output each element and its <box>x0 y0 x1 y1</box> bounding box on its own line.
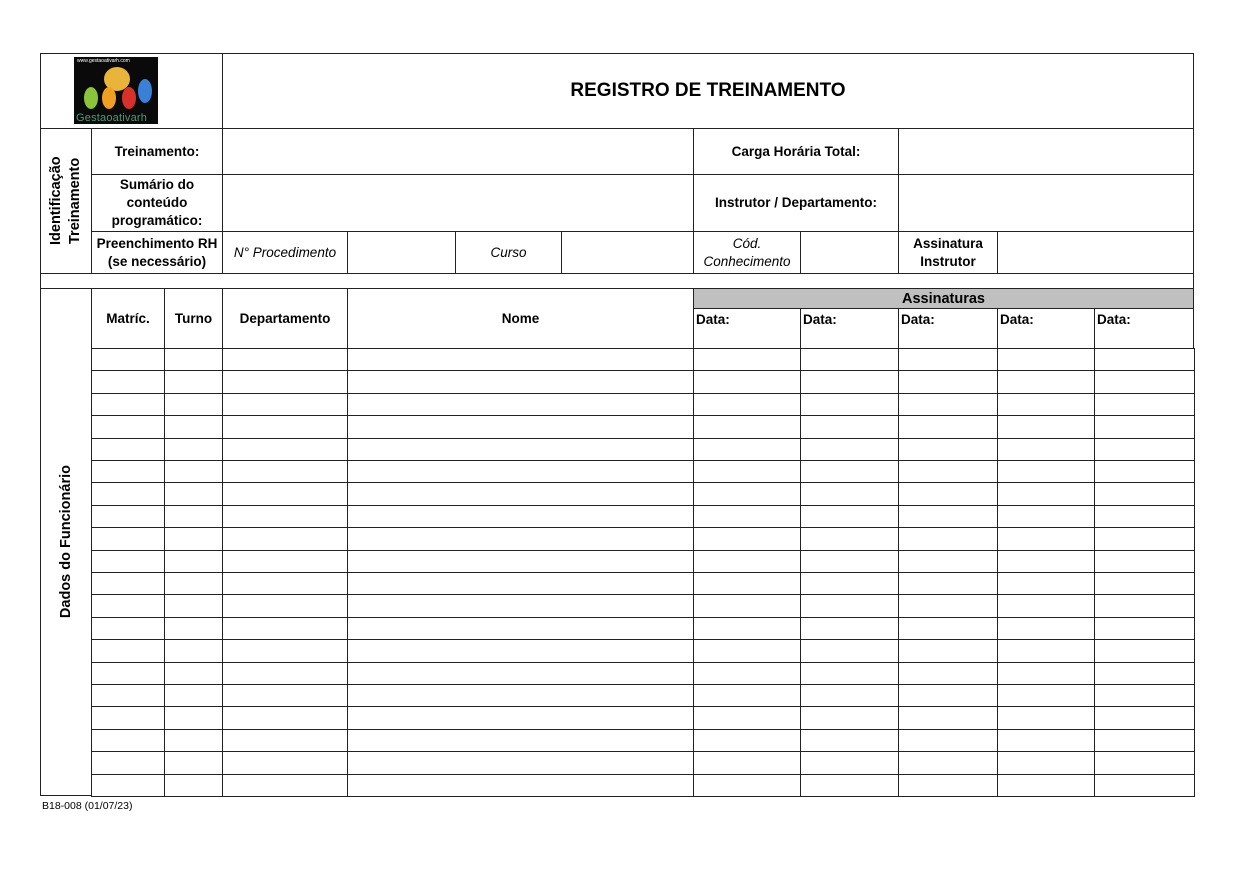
cell-assinatura-1[interactable] <box>693 550 801 573</box>
cell-assinatura-2[interactable] <box>800 729 899 752</box>
cell-assinatura-2[interactable] <box>800 460 899 483</box>
cell-assinatura-4[interactable] <box>997 438 1095 461</box>
cell-assinatura-1[interactable] <box>693 774 801 797</box>
cell-assinatura-5[interactable] <box>1094 662 1195 685</box>
cell-turno[interactable] <box>164 572 223 595</box>
cell-assinatura-3[interactable] <box>898 393 998 416</box>
cell-assinatura-4[interactable] <box>997 482 1095 505</box>
cell-assinatura-1[interactable] <box>693 684 801 707</box>
cell-nome[interactable] <box>347 662 694 685</box>
column-header-turno: Turno <box>164 288 223 349</box>
cell-nome[interactable] <box>347 639 694 662</box>
cell-assinatura-5[interactable] <box>1094 774 1195 797</box>
column-header-matricula: Matríc. <box>91 288 165 349</box>
carga-horaria-label: Carga Horária Total: <box>693 128 899 175</box>
cell-matricula[interactable] <box>91 751 165 774</box>
cell-assinatura-2[interactable] <box>800 594 899 617</box>
cell-nome[interactable] <box>347 774 694 797</box>
cell-assinatura-4[interactable] <box>997 460 1095 483</box>
cell-matricula[interactable] <box>91 572 165 595</box>
cell-assinatura-3[interactable] <box>898 617 998 640</box>
cell-turno[interactable] <box>164 774 223 797</box>
cell-assinatura-2[interactable] <box>800 706 899 729</box>
cell-assinatura-4[interactable] <box>997 348 1095 371</box>
cell-nome[interactable] <box>347 348 694 371</box>
date-header-5: Data: <box>1094 308 1194 349</box>
cell-turno[interactable] <box>164 505 223 528</box>
page-title: REGISTRO DE TREINAMENTO <box>222 53 1194 129</box>
cell-assinatura-4[interactable] <box>997 729 1095 752</box>
curso-label: Curso <box>455 231 562 274</box>
cell-assinatura-3[interactable] <box>898 550 998 573</box>
cell-assinatura-5[interactable] <box>1094 639 1195 662</box>
cell-assinatura-2[interactable] <box>800 527 899 550</box>
logo-url: www.gestaoativarh.com <box>77 58 130 64</box>
cod-conhecimento-label: Cód. Conhecimento <box>693 231 801 274</box>
cell-turno[interactable] <box>164 482 223 505</box>
cell-matricula[interactable] <box>91 393 165 416</box>
cell-assinatura-1[interactable] <box>693 482 801 505</box>
cell-assinatura-5[interactable] <box>1094 550 1195 573</box>
cell-departamento[interactable] <box>222 348 348 371</box>
cell-departamento[interactable] <box>222 729 348 752</box>
cell-assinatura-5[interactable] <box>1094 751 1195 774</box>
cell-matricula[interactable] <box>91 774 165 797</box>
cell-nome[interactable] <box>347 729 694 752</box>
cell-assinatura-2[interactable] <box>800 438 899 461</box>
cell-assinatura-1[interactable] <box>693 594 801 617</box>
cell-assinatura-1[interactable] <box>693 393 801 416</box>
cell-turno[interactable] <box>164 706 223 729</box>
cell-departamento[interactable] <box>222 639 348 662</box>
cell-assinatura-3[interactable] <box>898 594 998 617</box>
cell-assinatura-5[interactable] <box>1094 393 1195 416</box>
cell-matricula[interactable] <box>91 370 165 393</box>
cell-nome[interactable] <box>347 594 694 617</box>
cell-turno[interactable] <box>164 370 223 393</box>
cell-matricula[interactable] <box>91 348 165 371</box>
company-logo <box>74 57 158 124</box>
cell-assinatura-4[interactable] <box>997 684 1095 707</box>
cell-assinatura-3[interactable] <box>898 751 998 774</box>
cell-assinatura-3[interactable] <box>898 774 998 797</box>
cell-nome[interactable] <box>347 572 694 595</box>
cell-nome[interactable] <box>347 706 694 729</box>
cell-departamento[interactable] <box>222 415 348 438</box>
cell-departamento[interactable] <box>222 505 348 528</box>
cell-departamento[interactable] <box>222 482 348 505</box>
cell-assinatura-4[interactable] <box>997 370 1095 393</box>
cell-departamento[interactable] <box>222 706 348 729</box>
cell-assinatura-1[interactable] <box>693 617 801 640</box>
cell-turno[interactable] <box>164 550 223 573</box>
cell-departamento[interactable] <box>222 393 348 416</box>
cell-assinatura-3[interactable] <box>898 482 998 505</box>
cell-assinatura-3[interactable] <box>898 706 998 729</box>
cell-assinatura-5[interactable] <box>1094 729 1195 752</box>
cell-assinatura-5[interactable] <box>1094 482 1195 505</box>
cell-nome[interactable] <box>347 438 694 461</box>
cell-assinatura-1[interactable] <box>693 505 801 528</box>
cell-turno[interactable] <box>164 415 223 438</box>
cell-assinatura-1[interactable] <box>693 572 801 595</box>
cell-assinatura-3[interactable] <box>898 572 998 595</box>
cell-assinatura-2[interactable] <box>800 393 899 416</box>
cell-departamento[interactable] <box>222 684 348 707</box>
cell-turno[interactable] <box>164 594 223 617</box>
cell-matricula[interactable] <box>91 415 165 438</box>
cell-matricula[interactable] <box>91 594 165 617</box>
cell-turno[interactable] <box>164 393 223 416</box>
cell-nome[interactable] <box>347 527 694 550</box>
cell-assinatura-3[interactable] <box>898 639 998 662</box>
cell-assinatura-4[interactable] <box>997 751 1095 774</box>
cell-assinatura-3[interactable] <box>898 438 998 461</box>
cell-assinatura-4[interactable] <box>997 594 1095 617</box>
cell-matricula[interactable] <box>91 460 165 483</box>
cell-assinatura-1[interactable] <box>693 370 801 393</box>
cell-nome[interactable] <box>347 550 694 573</box>
cell-assinatura-5[interactable] <box>1094 415 1195 438</box>
cell-matricula[interactable] <box>91 639 165 662</box>
cell-assinatura-5[interactable] <box>1094 460 1195 483</box>
cell-turno[interactable] <box>164 662 223 685</box>
cell-assinatura-4[interactable] <box>997 505 1095 528</box>
cell-assinatura-1[interactable] <box>693 460 801 483</box>
cell-assinatura-1[interactable] <box>693 527 801 550</box>
cell-matricula[interactable] <box>91 617 165 640</box>
cell-assinatura-3[interactable] <box>898 684 998 707</box>
cell-assinatura-2[interactable] <box>800 415 899 438</box>
cell-departamento[interactable] <box>222 370 348 393</box>
employee-section-label-cell <box>40 288 92 796</box>
cell-assinatura-3[interactable] <box>898 505 998 528</box>
spacer-row <box>40 273 1194 289</box>
cell-nome[interactable] <box>347 393 694 416</box>
carga-horaria-field[interactable] <box>898 128 1194 175</box>
cell-assinatura-4[interactable] <box>997 774 1095 797</box>
cell-turno[interactable] <box>164 617 223 640</box>
cell-departamento[interactable] <box>222 662 348 685</box>
cell-departamento[interactable] <box>222 572 348 595</box>
treinamento-field[interactable] <box>222 128 694 175</box>
date-header-2: Data: <box>800 308 899 349</box>
cell-nome[interactable] <box>347 370 694 393</box>
cell-assinatura-5[interactable] <box>1094 706 1195 729</box>
cell-assinatura-1[interactable] <box>693 415 801 438</box>
cell-matricula[interactable] <box>91 505 165 528</box>
form-code: B18-008 (01/07/23) <box>42 800 133 812</box>
procedimento-label: N° Procedimento <box>222 231 348 274</box>
cell-assinatura-4[interactable] <box>997 706 1095 729</box>
signatures-header: Assinaturas <box>693 288 1194 309</box>
cell-assinatura-3[interactable] <box>898 348 998 371</box>
cell-departamento[interactable] <box>222 774 348 797</box>
cell-nome[interactable] <box>347 505 694 528</box>
cell-turno[interactable] <box>164 684 223 707</box>
cell-matricula[interactable] <box>91 550 165 573</box>
column-header-departamento: Departamento <box>222 288 348 349</box>
assinatura-instrutor-field[interactable] <box>997 231 1194 274</box>
cell-assinatura-2[interactable] <box>800 774 899 797</box>
rh-label: Preenchimento RH (se necessário) <box>91 231 223 274</box>
cell-assinatura-5[interactable] <box>1094 527 1195 550</box>
cell-assinatura-5[interactable] <box>1094 370 1195 393</box>
cell-nome[interactable] <box>347 751 694 774</box>
cell-assinatura-2[interactable] <box>800 662 899 685</box>
date-header-1: Data: <box>693 308 801 349</box>
date-header-4: Data: <box>997 308 1095 349</box>
cell-nome[interactable] <box>347 482 694 505</box>
cell-departamento[interactable] <box>222 550 348 573</box>
cell-assinatura-5[interactable] <box>1094 594 1195 617</box>
cell-matricula[interactable] <box>91 684 165 707</box>
cell-nome[interactable] <box>347 684 694 707</box>
cell-turno[interactable] <box>164 348 223 371</box>
cell-assinatura-5[interactable] <box>1094 572 1195 595</box>
instrutor-label: Instrutor / Departamento: <box>693 174 899 232</box>
cell-matricula[interactable] <box>91 706 165 729</box>
cell-assinatura-3[interactable] <box>898 460 998 483</box>
cell-assinatura-1[interactable] <box>693 751 801 774</box>
curso-field[interactable] <box>561 231 694 274</box>
cell-assinatura-2[interactable] <box>800 751 899 774</box>
cell-assinatura-4[interactable] <box>997 639 1095 662</box>
cell-assinatura-2[interactable] <box>800 572 899 595</box>
cell-turno[interactable] <box>164 751 223 774</box>
cell-assinatura-4[interactable] <box>997 550 1095 573</box>
date-header-3: Data: <box>898 308 998 349</box>
cell-assinatura-1[interactable] <box>693 348 801 371</box>
cell-assinatura-5[interactable] <box>1094 684 1195 707</box>
cell-matricula[interactable] <box>91 527 165 550</box>
cell-departamento[interactable] <box>222 751 348 774</box>
treinamento-label: Treinamento: <box>91 128 223 175</box>
cell-departamento[interactable] <box>222 460 348 483</box>
cell-assinatura-5[interactable] <box>1094 438 1195 461</box>
cell-turno[interactable] <box>164 527 223 550</box>
assinatura-instrutor-label: Assinatura Instrutor <box>898 231 998 274</box>
sumario-field[interactable] <box>222 174 694 232</box>
column-header-nome: Nome <box>347 288 694 349</box>
instrutor-field[interactable] <box>898 174 1194 232</box>
cell-assinatura-2[interactable] <box>800 370 899 393</box>
cell-assinatura-3[interactable] <box>898 729 998 752</box>
logo-name: Gestaoativarh <box>76 112 148 124</box>
cell-nome[interactable] <box>347 460 694 483</box>
cell-assinatura-2[interactable] <box>800 550 899 573</box>
cell-assinatura-4[interactable] <box>997 662 1095 685</box>
cell-assinatura-3[interactable] <box>898 415 998 438</box>
sumario-label: Sumário do conteúdo programático: <box>91 174 223 232</box>
cell-turno[interactable] <box>164 438 223 461</box>
cell-departamento[interactable] <box>222 438 348 461</box>
cell-assinatura-1[interactable] <box>693 662 801 685</box>
cell-assinatura-2[interactable] <box>800 684 899 707</box>
cell-matricula[interactable] <box>91 482 165 505</box>
cell-turno[interactable] <box>164 729 223 752</box>
cell-assinatura-4[interactable] <box>997 415 1095 438</box>
cell-assinatura-1[interactable] <box>693 639 801 662</box>
cell-assinatura-5[interactable] <box>1094 348 1195 371</box>
cell-assinatura-4[interactable] <box>997 572 1095 595</box>
cell-nome[interactable] <box>347 415 694 438</box>
cell-matricula[interactable] <box>91 662 165 685</box>
cell-assinatura-2[interactable] <box>800 482 899 505</box>
cell-matricula[interactable] <box>91 729 165 752</box>
cell-assinatura-4[interactable] <box>997 527 1095 550</box>
cell-assinatura-2[interactable] <box>800 639 899 662</box>
identification-section-label: Identificação Treinamento <box>48 156 83 246</box>
cell-matricula[interactable] <box>91 438 165 461</box>
cell-assinatura-3[interactable] <box>898 370 998 393</box>
cell-departamento[interactable] <box>222 594 348 617</box>
cell-departamento[interactable] <box>222 527 348 550</box>
cell-turno[interactable] <box>164 639 223 662</box>
employee-section-label: Dados do Funcionário <box>57 465 74 619</box>
cod-conhecimento-field[interactable] <box>800 231 899 274</box>
cell-nome[interactable] <box>347 617 694 640</box>
cell-assinatura-1[interactable] <box>693 706 801 729</box>
cell-assinatura-4[interactable] <box>997 617 1095 640</box>
cell-assinatura-1[interactable] <box>693 438 801 461</box>
cell-assinatura-4[interactable] <box>997 393 1095 416</box>
cell-turno[interactable] <box>164 460 223 483</box>
cell-assinatura-2[interactable] <box>800 348 899 371</box>
cell-assinatura-3[interactable] <box>898 662 998 685</box>
procedimento-field[interactable] <box>347 231 456 274</box>
cell-departamento[interactable] <box>222 617 348 640</box>
cell-assinatura-2[interactable] <box>800 617 899 640</box>
cell-assinatura-1[interactable] <box>693 729 801 752</box>
cell-assinatura-5[interactable] <box>1094 617 1195 640</box>
cell-assinatura-5[interactable] <box>1094 505 1195 528</box>
cell-assinatura-2[interactable] <box>800 505 899 528</box>
identification-section-label-cell <box>40 128 92 274</box>
cell-assinatura-3[interactable] <box>898 527 998 550</box>
